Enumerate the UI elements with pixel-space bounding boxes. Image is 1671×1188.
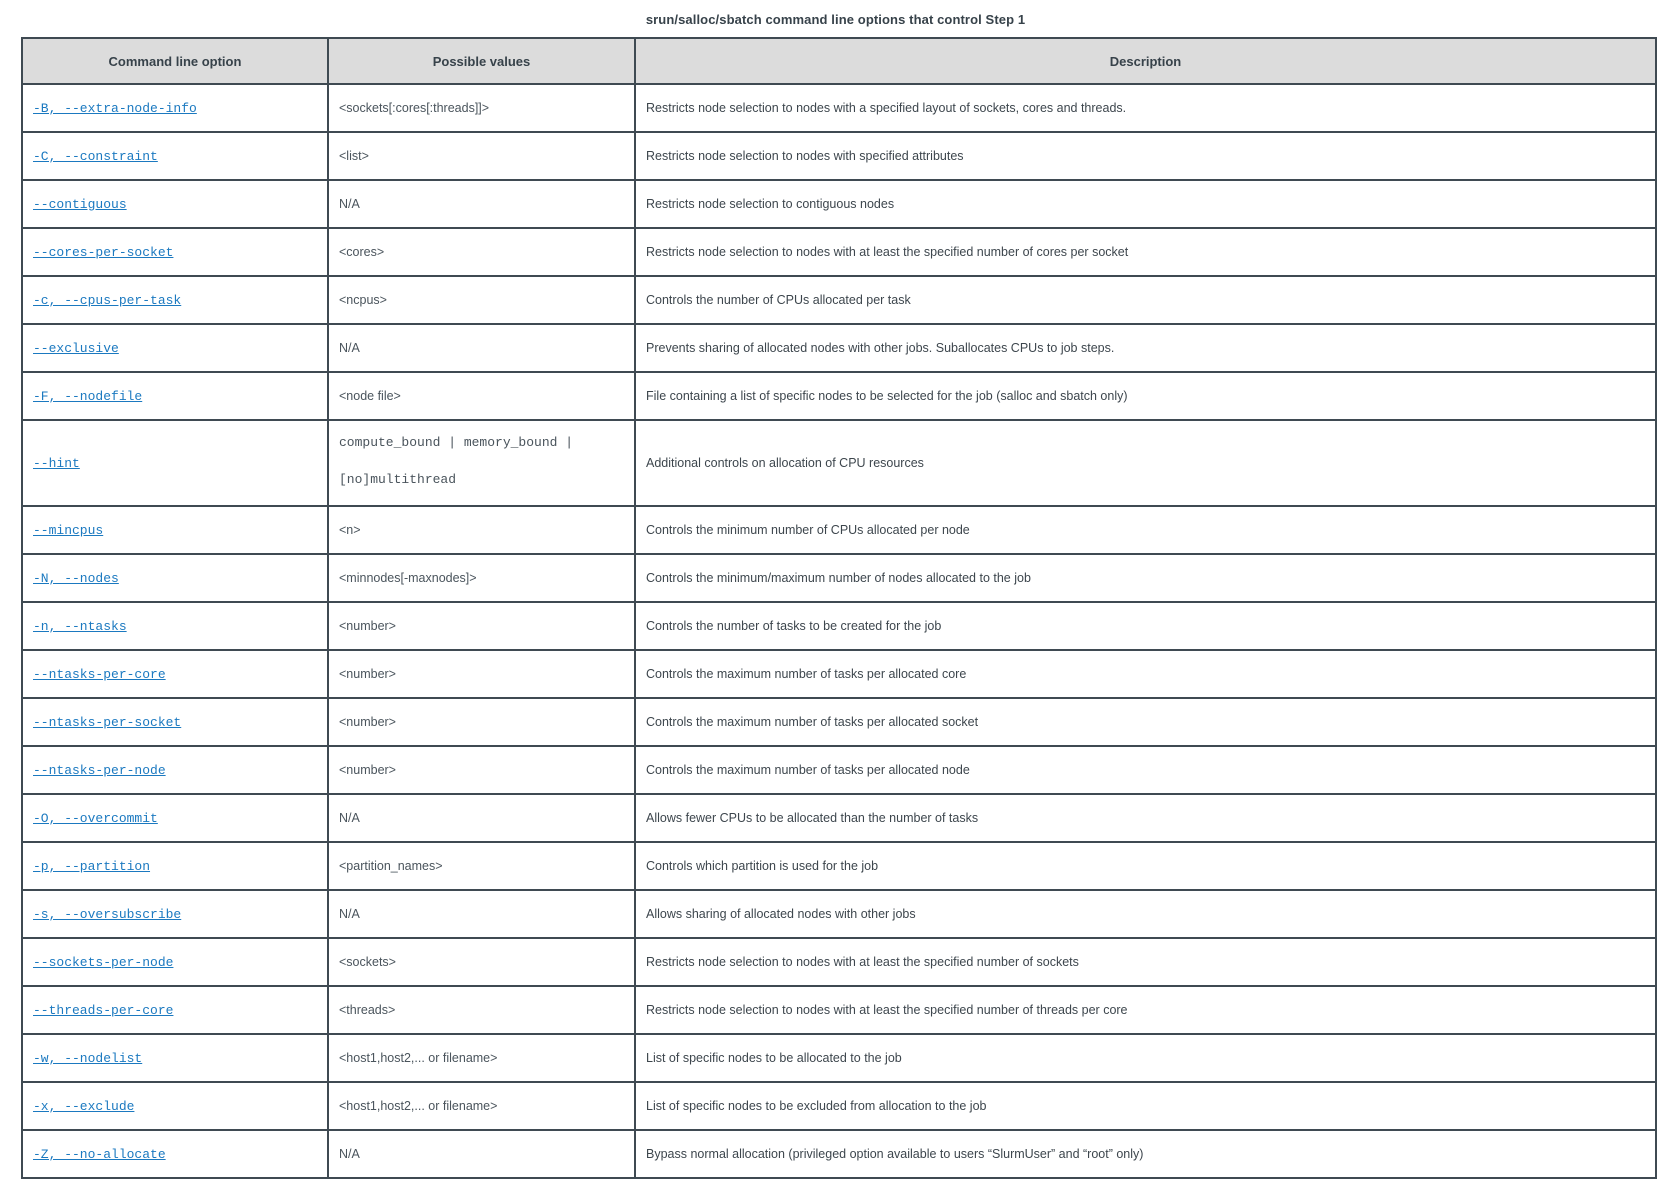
description-cell: [635, 180, 1656, 228]
column-header-description: Description: [635, 38, 1656, 84]
possible-values-line: compute_bound | memory_bound |: [339, 435, 574, 450]
table-row: [22, 842, 1656, 890]
table-row: [22, 506, 1656, 554]
option-cell: [22, 132, 328, 180]
possible-values: <n>: [339, 523, 361, 537]
option-description: Restricts node selection to contiguous nodes: [646, 197, 895, 211]
possible-values: N/A: [339, 907, 360, 921]
option-cell: [22, 372, 328, 420]
values-cell: [328, 1034, 635, 1082]
option-link[interactable]: -N, --nodes: [33, 570, 119, 586]
description-cell: [635, 372, 1656, 420]
description-cell: [635, 1082, 1656, 1130]
option-cell: [22, 180, 328, 228]
option-link[interactable]: -B, --extra-node-info: [33, 100, 197, 116]
option-link[interactable]: -c, --cpus-per-task: [33, 292, 182, 308]
option-cell: [22, 890, 328, 938]
option-description: Restricts node selection to nodes with a specified layout of sockets, cores and threads.: [646, 101, 1127, 115]
table-row: [22, 1034, 1656, 1082]
option-link[interactable]: -s, --oversubscribe: [33, 906, 182, 922]
description-cell: [635, 84, 1656, 132]
description-cell: [635, 324, 1656, 372]
table-row: [22, 276, 1656, 324]
table-row: [22, 794, 1656, 842]
values-cell: [328, 842, 635, 890]
description-cell: [635, 276, 1656, 324]
possible-values: <threads>: [339, 1003, 396, 1017]
description-cell: [635, 554, 1656, 602]
table-row: [22, 180, 1656, 228]
option-description: Additional controls on allocation of CPU resources: [646, 456, 924, 470]
possible-values-line: [no]multithread: [339, 472, 457, 487]
table-row: [22, 132, 1656, 180]
option-cell: [22, 1034, 328, 1082]
table-row: [22, 746, 1656, 794]
option-description: Controls the number of CPUs allocated per task: [646, 293, 911, 307]
option-description: Allows fewer CPUs to be allocated than the number of tasks: [646, 811, 979, 825]
possible-values: <host1,host2,... or filename>: [339, 1051, 498, 1065]
option-link[interactable]: -O, --overcommit: [33, 810, 158, 826]
option-cell: [22, 986, 328, 1034]
option-link[interactable]: --exclusive: [33, 340, 119, 356]
option-cell: [22, 1130, 328, 1178]
description-cell: [635, 650, 1656, 698]
possible-values: <sockets[:cores[:threads]]>: [339, 101, 490, 115]
values-cell: [328, 84, 635, 132]
values-cell: [328, 324, 635, 372]
option-description: Restricts node selection to nodes with specified attributes: [646, 149, 964, 163]
column-header-possible-values: Possible values: [328, 38, 635, 84]
table-row: [22, 372, 1656, 420]
values-cell: [328, 506, 635, 554]
table-row: [22, 650, 1656, 698]
values-cell: [328, 746, 635, 794]
option-description: Restricts node selection to nodes with at least the specified number of threads per core: [646, 1003, 1128, 1017]
option-link[interactable]: -p, --partition: [33, 858, 151, 874]
option-cell: [22, 938, 328, 986]
possible-values: N/A: [339, 1147, 360, 1161]
possible-values: <node file>: [339, 389, 401, 403]
option-link[interactable]: -Z, --no-allocate: [33, 1146, 166, 1162]
option-link[interactable]: --cores-per-socket: [33, 244, 174, 260]
values-cell: [328, 1130, 635, 1178]
possible-values: N/A: [339, 341, 360, 355]
values-cell: [328, 372, 635, 420]
table-row: [22, 602, 1656, 650]
option-cell: [22, 650, 328, 698]
description-cell: [635, 506, 1656, 554]
option-cell: [22, 506, 328, 554]
option-cell: [22, 228, 328, 276]
possible-values: [339, 435, 624, 487]
option-description: Prevents sharing of allocated nodes with other jobs. Suballocates CPUs to job steps.: [646, 341, 1115, 355]
values-cell: [328, 986, 635, 1034]
option-description: Controls the maximum number of tasks per allocated node: [646, 763, 970, 777]
option-description: Controls the minimum/maximum number of nodes allocated to the job: [646, 571, 1031, 585]
values-cell: [328, 420, 635, 506]
option-description: Bypass normal allocation (privileged option available to users “SlurmUser” and “root” only): [646, 1147, 1144, 1161]
values-cell: [328, 602, 635, 650]
values-cell: [328, 794, 635, 842]
possible-values: <host1,host2,... or filename>: [339, 1099, 498, 1113]
option-description: Controls the number of tasks to be created for the job: [646, 619, 942, 633]
option-cell: [22, 554, 328, 602]
possible-values: <number>: [339, 619, 396, 633]
description-cell: [635, 938, 1656, 986]
possible-values: <minnodes[-maxnodes]>: [339, 571, 477, 585]
possible-values: <list>: [339, 149, 369, 163]
table-row: [22, 228, 1656, 276]
table-row: [22, 1130, 1656, 1178]
description-cell: [635, 746, 1656, 794]
description-cell: [635, 602, 1656, 650]
table-body: [22, 84, 1656, 1178]
table-row: [22, 938, 1656, 986]
table-row: [22, 1082, 1656, 1130]
option-cell: [22, 420, 328, 506]
values-cell: [328, 180, 635, 228]
option-link[interactable]: --ntasks-per-core: [33, 666, 166, 682]
option-description: Controls the minimum number of CPUs allocated per node: [646, 523, 970, 537]
option-link[interactable]: -x, --exclude: [33, 1098, 135, 1114]
values-cell: [328, 890, 635, 938]
possible-values: <partition_names>: [339, 859, 443, 873]
possible-values: N/A: [339, 811, 360, 825]
description-cell: [635, 132, 1656, 180]
option-link[interactable]: --ntasks-per-node: [33, 762, 166, 778]
option-cell: [22, 794, 328, 842]
option-link[interactable]: --threads-per-core: [33, 1002, 174, 1018]
option-link[interactable]: --hint: [33, 455, 80, 471]
option-link[interactable]: --ntasks-per-socket: [33, 714, 182, 730]
table-row: [22, 84, 1656, 132]
possible-values: <number>: [339, 763, 396, 777]
option-description: Allows sharing of allocated nodes with other jobs: [646, 907, 916, 921]
description-cell: [635, 842, 1656, 890]
option-link[interactable]: -C, --constraint: [33, 148, 158, 164]
option-description: File containing a list of specific nodes to be selected for the job (salloc and sbatch only): [646, 389, 1128, 403]
description-cell: [635, 698, 1656, 746]
values-cell: [328, 938, 635, 986]
values-cell: [328, 1082, 635, 1130]
table-row: [22, 554, 1656, 602]
possible-values: N/A: [339, 197, 360, 211]
table-row: [22, 420, 1656, 506]
table-row: [22, 986, 1656, 1034]
option-description: Restricts node selection to nodes with at least the specified number of cores per socket: [646, 245, 1129, 259]
table-row: [22, 324, 1656, 372]
option-link[interactable]: --mincpus: [33, 522, 104, 538]
option-description: List of specific nodes to be allocated to the job: [646, 1051, 902, 1065]
description-cell: [635, 228, 1656, 276]
values-cell: [328, 132, 635, 180]
option-cell: [22, 276, 328, 324]
values-cell: [328, 698, 635, 746]
description-cell: [635, 420, 1656, 506]
column-header-command-line-option: Command line option: [22, 38, 328, 84]
values-cell: [328, 228, 635, 276]
description-cell: [635, 1130, 1656, 1178]
description-cell: [635, 986, 1656, 1034]
possible-values: <cores>: [339, 245, 385, 259]
option-description: Controls the maximum number of tasks per allocated socket: [646, 715, 979, 729]
values-cell: [328, 276, 635, 324]
option-cell: [22, 698, 328, 746]
description-cell: [635, 794, 1656, 842]
possible-values: <sockets>: [339, 955, 396, 969]
option-cell: [22, 84, 328, 132]
option-description: List of specific nodes to be excluded from allocation to the job: [646, 1099, 987, 1113]
page-title: srun/salloc/sbatch command line options that control Step 1: [645, 12, 1026, 27]
option-cell: [22, 842, 328, 890]
option-link[interactable]: -n, --ntasks: [33, 618, 127, 634]
option-cell: [22, 746, 328, 794]
option-description: Restricts node selection to nodes with at least the specified number of sockets: [646, 955, 1079, 969]
option-link[interactable]: -F, --nodefile: [33, 388, 143, 404]
values-cell: [328, 650, 635, 698]
options-table: [21, 37, 1657, 1179]
possible-values: <number>: [339, 667, 396, 681]
option-link[interactable]: -w, --nodelist: [33, 1050, 143, 1066]
values-cell: [328, 554, 635, 602]
possible-values: <number>: [339, 715, 396, 729]
table-row: [22, 698, 1656, 746]
description-cell: [635, 890, 1656, 938]
option-description: Controls the maximum number of tasks per allocated core: [646, 667, 967, 681]
option-cell: [22, 324, 328, 372]
option-link[interactable]: --sockets-per-node: [33, 954, 174, 970]
option-cell: [22, 1082, 328, 1130]
option-cell: [22, 602, 328, 650]
header-row: [22, 38, 1656, 84]
option-link[interactable]: --contiguous: [33, 196, 127, 212]
possible-values: <ncpus>: [339, 293, 387, 307]
option-description: Controls which partition is used for the job: [646, 859, 879, 873]
description-cell: [635, 1034, 1656, 1082]
table-row: [22, 890, 1656, 938]
